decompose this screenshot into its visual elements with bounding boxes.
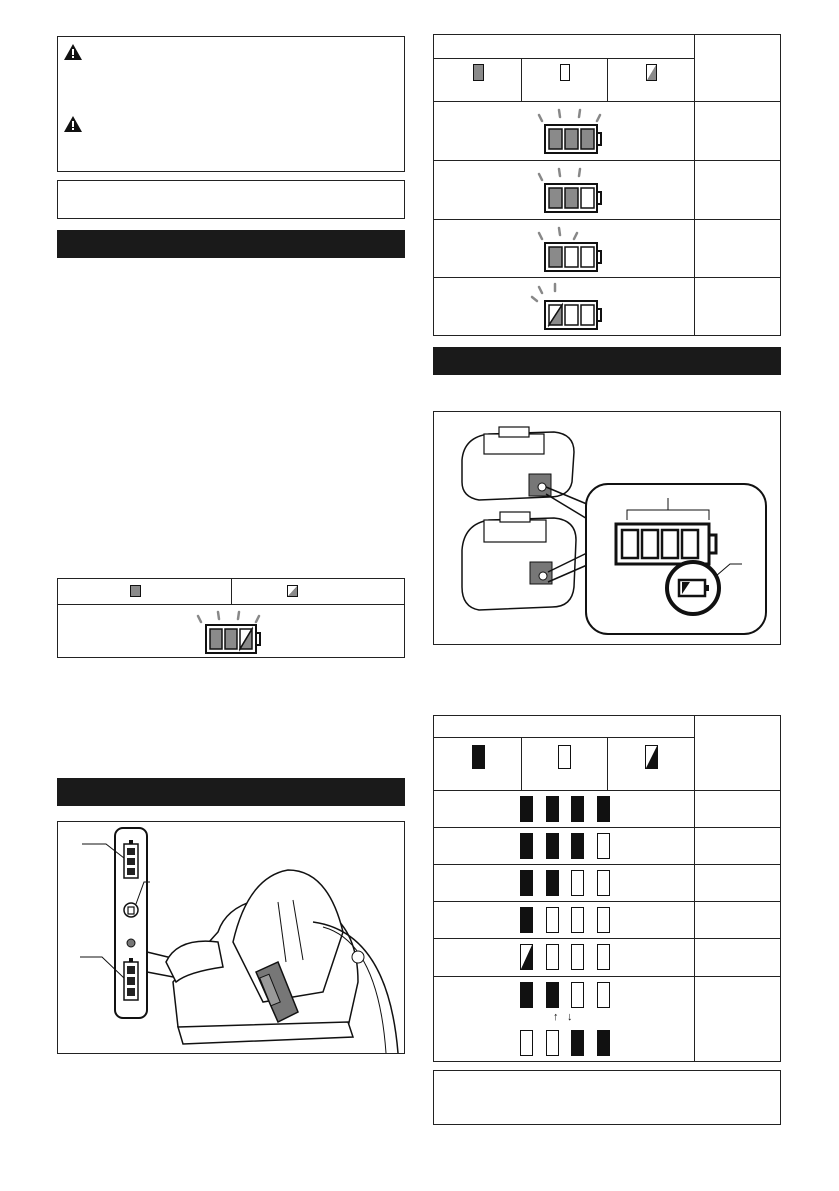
battery-pack-illustration [434, 412, 780, 644]
battery-3-lit-icon [529, 107, 619, 157]
section-header-bar [57, 778, 405, 806]
tool-illustration [58, 822, 404, 1053]
remaining-capacity-table [433, 715, 781, 1062]
battery-1-lit-icon [529, 225, 619, 275]
section-header-bar [433, 347, 781, 375]
battery-blinking-icon [529, 283, 619, 333]
charge-status-table [433, 34, 781, 336]
blinking-lamp-swatch [287, 585, 298, 597]
note-box [57, 180, 405, 219]
off-lamp-swatch [560, 64, 570, 81]
warning-triangle-icon [64, 44, 82, 60]
down-arrow-icon: ↓ [567, 1011, 573, 1023]
battery-pack-figure [433, 411, 781, 645]
battery-2-lit-icon [529, 166, 619, 216]
lit-lamp-swatch [473, 64, 484, 81]
warning-box [57, 36, 405, 172]
lit-lamp-swatch [472, 745, 485, 769]
section-header-bar [57, 230, 405, 258]
blinking-lamp-swatch [646, 64, 657, 81]
blinking-lamp-swatch [645, 745, 658, 769]
lit-lamp-swatch [130, 585, 141, 597]
warning-triangle-icon [64, 116, 82, 132]
indicator-legend-table [57, 578, 405, 658]
note-box [433, 1070, 781, 1125]
battery-blinking-icon [188, 609, 278, 657]
off-lamp-swatch [558, 745, 571, 769]
tool-indicator-figure [57, 821, 405, 1054]
up-arrow-icon: ↑ [553, 1011, 559, 1023]
